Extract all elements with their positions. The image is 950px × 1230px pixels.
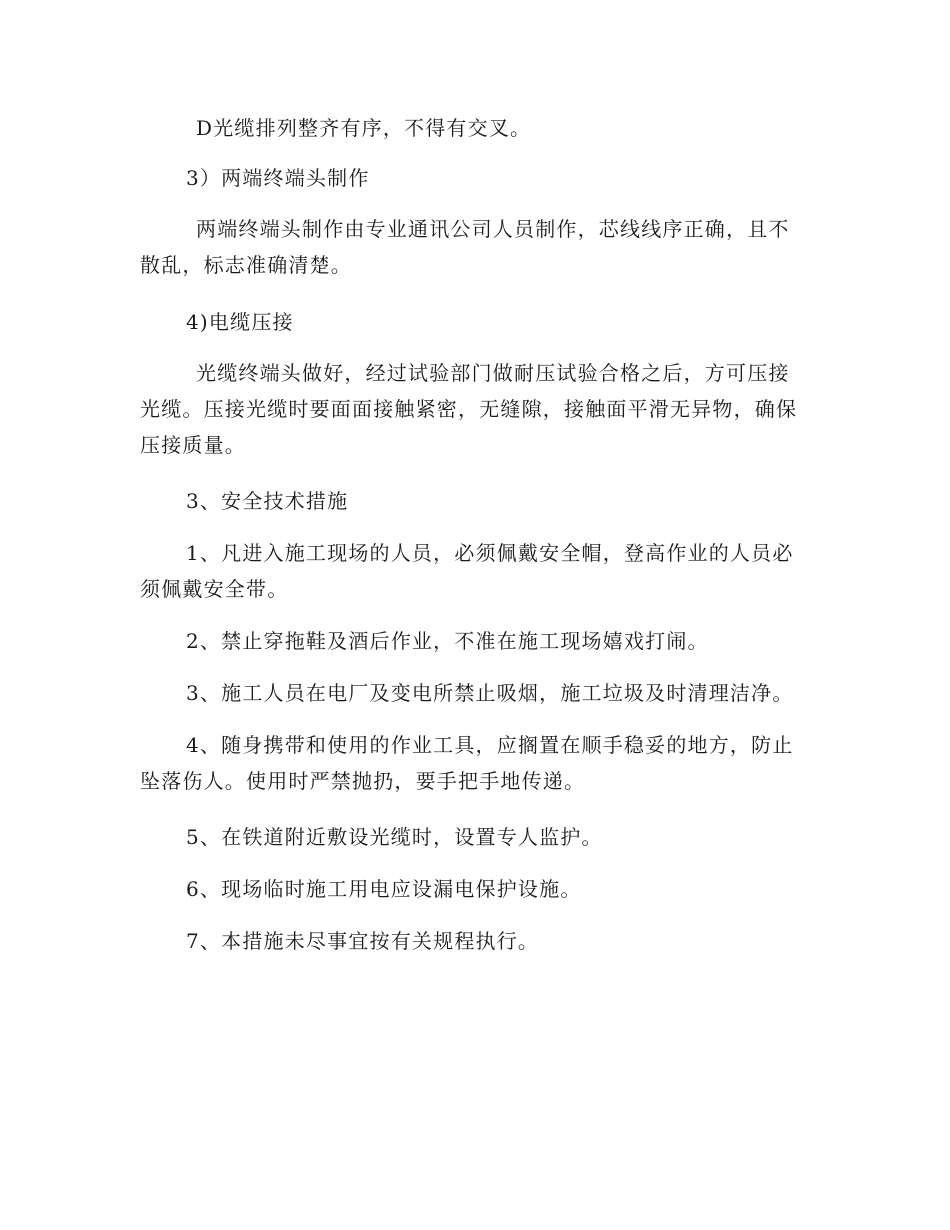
safety-item-1: 1、凡进入施工现场的人员，必须佩戴安全帽，登高作业的人员必须佩戴安全带。	[140, 541, 794, 601]
paragraph-cable-crimping: 光缆终端头做好，经过试验部门做耐压试验合格之后，方可压接光缆。压接光缆时要面面接触紧密，无缝隙，接触面平滑无异物，确保压接质量。	[140, 361, 798, 457]
heading-terminal-head-making: 3）两端终端头制作	[186, 166, 370, 190]
safety-item-6: 6、现场临时施工用电应设漏电保护设施。	[186, 877, 582, 901]
safety-item-7: 7、本措施未尽事宜按有关规程执行。	[186, 929, 540, 953]
safety-item-4: 4、随身携带和使用的作业工具，应搁置在顺手稳妥的地方，防止坠落伤人。使用时严禁抛扔，要手把手地传递。	[140, 733, 794, 793]
safety-item-2: 2、禁止穿拖鞋及酒后作业，不准在施工现场嬉戏打闹。	[186, 629, 709, 653]
paragraph-cable-arrangement: D光缆排列整齐有序，不得有交叉。	[196, 116, 532, 140]
paragraph-terminal-head-making: 两端终端头制作由专业通讯公司人员制作，芯线线序正确，且不散乱，标志准确清楚。	[140, 217, 790, 277]
heading-safety-measures: 3、安全技术措施	[186, 489, 349, 513]
heading-cable-crimping: 4)电缆压接	[186, 310, 294, 334]
safety-item-5: 5、在铁道附近敷设光缆时，设置专人监护。	[186, 825, 603, 849]
safety-item-3: 3、施工人员在电厂及变电所禁止吸烟，施工垃圾及时清理洁净。	[186, 681, 794, 705]
